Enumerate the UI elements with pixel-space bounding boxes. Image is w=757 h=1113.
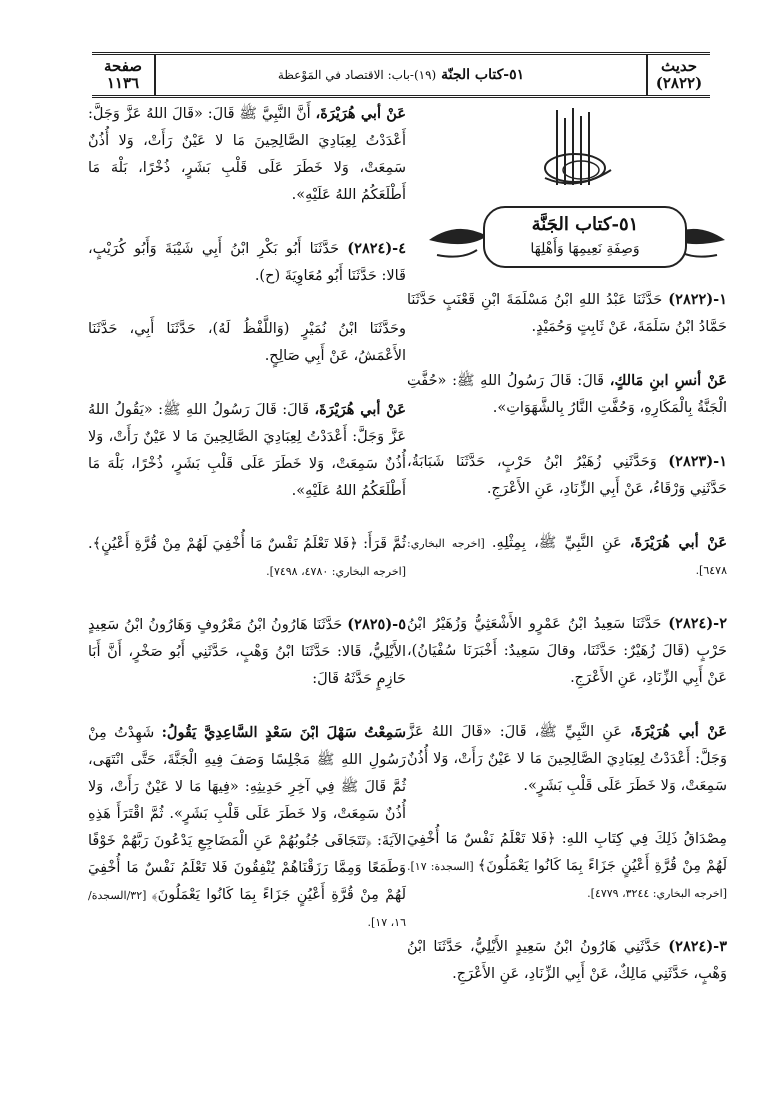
paragraph-text: عَنِ النَّبِيِّ ﷺ، بِمِثْلِهِ. xyxy=(491,535,630,551)
hadith-paragraph xyxy=(88,396,406,505)
narrator: عَنْ أبي هُرَيْرَةَ، xyxy=(629,534,727,551)
paragraph-text: حَدَّثَنِي هَارُونُ ابْنُ سَعِيدٍ الأَيْلِيُّ، حَدَّثَنَا ابْنُ وَهْبٍ، حَدَّثَنِي مَالِكٌ، عَنْ أَبِي الزِّنَادِ، عَنِ الأَعْرَجِ. xyxy=(407,939,727,982)
hadith-paragraph xyxy=(407,448,727,503)
paragraph-text: شَهِدْتُ مِنْ رَسُولِ اللهِ ﷺ مَجْلِسًا وَصَفَ فِيهِ الْجَنَّةَ، حَتَّى انْتَهَى، ثُمَّ قَالَ ﷺ فِي آخِرِ حَدِيثِهِ: «فِيهَا مَا لا عَيْنٌ رَأَتْ، وَلا أُذُنٌ سَمِعَتْ، وَلا خَطَرَ عَلَى قَلْبِ بَشَرٍ». ثُمَّ اقْتَرَأَ هَذِهِ الآيَةَ: ﴿تَتَجَافَى جُنُوبُهُمْ عَنِ الْمَضَاجِعِ يَدْعُونَ رَبَّهُمْ خَوْفًا وَطَمَعًا وَمِمَّا رَزَقْنَاهُمْ يُنْفِقُونَ فَلا تَعْلَمُ نَفْسٌ مَا أُخْفِيَ لَهُمْ مِنْ قُرَّةِ أَعْيُنٍ جَزَاءً بِمَا كَانُوا يَعْمَلُونَ﴾ xyxy=(88,725,406,903)
hadith-paragraph xyxy=(88,719,406,936)
narrator: سَمِعْتُ سَهْلَ ابْنَ سَعْدٍ السَّاعِدِيَّ يَقُولُ: xyxy=(161,724,406,741)
reference: [السجدة: ١٧]. [اخرجه البخاري: ٣٢٤٤، ٤٧٧٩]. xyxy=(407,860,727,900)
reference: [٣٢/السجدة/ ١٦، ١٧]. xyxy=(88,889,406,929)
hadith-num: ٣-(٢٨٢٤) xyxy=(668,938,727,955)
paragraph-text: حَدَّثَنَا أَبُو بَكْرِ ابْنُ أَبِي شَيْبَةَ وَأَبُو كُرَيْبٍ، قَالا: حَدَّثَنَا أَبُو مُعَاوِيَةَ (ح). xyxy=(88,241,406,284)
hadith-num: ١-(٢٨٢٢) xyxy=(668,291,727,308)
paragraph-text: حَدَّثَنَا عَبْدُ اللهِ ابْنُ مَسْلَمَةَ ابْنِ قَعْنَبٍ حَدَّثَنَا حَمَّادُ ابْنُ سَلَمَةَ، عَنْ ثَابِتٍ وَحُمَيْدٍ. xyxy=(407,292,727,335)
hadith-label: حديث xyxy=(660,57,698,75)
calligraphy-tughra-icon xyxy=(537,100,617,190)
paragraph-text: قَالَ: قَالَ رَسُولُ اللهِ ﷺ: «يَقُولُ اللهُ عَزَّ وَجَلَّ: أَعْدَدْتُ لِعِبَادِيَ الصَّالِحِينَ مَا لا عَيْنٌ رَأَتْ، وَلا أُذُنٌ سَمِعَتْ، وَلا خَطَرَ عَلَى قَلْبِ بَشَرٍ، ذُخْرًا، بَلْهَ مَا أَطْلَعَكُمُ اللهُ عَلَيْهِ». xyxy=(88,402,406,499)
narrator: عَنْ أبي هُرَيْرَةَ، xyxy=(314,401,406,418)
paragraph-text: حَدَّثَنَا سَعِيدُ ابْنُ عَمْرٍو الأَشْعَثِيُّ وَزُهَيْرُ ابْنُ حَرْبٍ (قَالَ زُهَيْرٌ: حَدَّثَنَا، وقالَ سَعِيدٌ: أَخْبَرَنَا سُفْيَانُ)، عَنْ أَبِي الزِّنَادِ، عَنِ الأَعْرَجِ. xyxy=(407,616,727,686)
book-title-box xyxy=(483,206,687,268)
basmala-tughra xyxy=(407,100,727,196)
running-title-sub: (١٩)-باب: الاقتصاد في المَوْعظة xyxy=(277,68,437,82)
hadith-paragraph xyxy=(407,933,727,988)
narrator: عَنْ أنسِ ابنِ مَالكٍ، xyxy=(609,372,727,389)
hadith-paragraph xyxy=(88,531,406,585)
page-number: ١١٣٦ xyxy=(106,74,140,92)
page-number-box xyxy=(92,55,156,95)
hadith-paragraph xyxy=(407,367,727,422)
left-column xyxy=(88,100,406,962)
paragraph-text: أَنَّ النَّبِيَّ ﷺ قَالَ: «قَالَ اللهُ عَزَّ وَجَلَّ: أَعْدَدْتُ لِعِبَادِيَ الصَّالِحِينَ مَا لا عَيْنٌ رَأَتْ، وَلا أُذُنٌ سَمِعَتْ، وَلا خَطَرَ عَلَى قَلْبِ بَشَرٍ، ذُخْرًا، بَلْهَ مَا أَطْلَعَكُمُ اللهُ عَلَيْهِ». xyxy=(88,106,406,203)
page-label: صفحة xyxy=(103,57,143,75)
book-title-ornament xyxy=(407,200,727,274)
hadith-paragraph xyxy=(88,235,406,290)
paragraph-text: ثُمَّ قَرَأَ: ﴿فَلا تَعْلَمُ نَفْسٌ مَا أُخْفِيَ لَهُمْ مِنْ قُرَّةِ أَعْيُنٍ﴾. xyxy=(88,536,406,552)
paragraph-text: حَدَّثَنَا هَارُونُ ابْنُ مَعْرُوفٍ وَهَارُونُ ابْنُ سَعِيدٍ الأَيْلِيُّ، قَالا: حَدَّثَنَا ابْنُ وَهْبٍ، حَدَّثَنِي أَبُو صَخْرٍ، أَنَّ أَبَا حَازِمٍ حَدَّثَهُ قَالَ: xyxy=(88,617,406,687)
hadith-paragraph xyxy=(88,316,406,370)
paragraph-text: قَالَ: قَالَ رَسُولُ اللهِ ﷺ: «حُفَّتِ الْجَنَّةُ بِالْمَكَارِهِ، وَحُفَّتِ النَّارُ بِالشَّهَوَاتِ». xyxy=(407,373,727,416)
paragraph-text: وحَدَّثَنَا ابْنُ نُمَيْرٍ (وَاللَّفْظُ لَهُ)، حَدَّثَنَا أَبِي، حَدَّثَنَا الأَعْمَشُ، عَنْ أَبِي صَالِحٍ. xyxy=(88,321,406,364)
hadith-num: ٢-(٢٨٢٤) xyxy=(668,615,727,632)
hadith-number-box xyxy=(646,55,710,95)
book-title-sub: وَصِفَةِ نَعِيمِهَا وَأَهْلِهَا xyxy=(530,241,640,257)
hadith-paragraph xyxy=(407,286,727,341)
hadith-paragraph xyxy=(407,529,727,584)
narrator: عَنْ أبي هُرَيْرَةَ، xyxy=(315,105,406,122)
hadith-paragraph xyxy=(88,100,406,209)
paragraph-text: وَحَدَّثَنِي زُهَيْرُ ابْنُ حَرْبٍ، حَدَّثَنَا شَبَابَةُ، حَدَّثَنِي وَرْقَاءُ، عَنْ أَبِي الزِّنَادِ، عَنِ الأَعْرَجِ. xyxy=(407,454,727,497)
hadith-paragraph xyxy=(407,610,727,692)
reference: [اخرجه البخاري: ٦٤٧٨]. xyxy=(407,537,727,577)
hadith-paragraph xyxy=(407,826,727,907)
narrator: عَنْ أبي هُرَيْرَةَ، xyxy=(630,723,727,740)
paragraph-text: عَنِ النَّبِيِّ ﷺ، قَالَ: «قَالَ اللهُ عَزَّ وَجَلَّ: أَعْدَدْتُ لِعِبَادِيَ الصَّالِحِينَ مَا لا عَيْنٌ رَأَتْ، وَلا أُذُنٌ سَمِعَتْ، وَلا خَطَرَ عَلَى قَلْبِ بَشَرٍ». xyxy=(407,724,727,794)
hadith-number: (٢٨٢٢) xyxy=(655,74,703,92)
right-column xyxy=(407,100,727,1014)
paragraph-text: مِصْدَاقُ ذَلِكَ فِي كِتَابِ اللهِ: ﴿فَلا تَعْلَمُ نَفْسٌ مَا أُخْفِيَ لَهُمْ مِنْ قُرَّةِ أَعْيُنٍ جَزَاءً بِمَا كَانُوا يَعْمَلُونَ﴾ xyxy=(407,831,727,874)
reference: [اخرجه البخاري: ٤٧٨٠، ٧٤٩٨]. xyxy=(266,565,406,578)
hadith-paragraph xyxy=(88,611,406,693)
hadith-num: ٤-(٢٨٢٤) xyxy=(347,240,406,257)
book-title-main: ٥١-كتاب الجَنَّة xyxy=(531,214,639,235)
page-header xyxy=(92,52,710,98)
hadith-paragraph xyxy=(407,718,727,800)
running-title-main: ٥١-كتاب الجنّة xyxy=(441,67,525,83)
hadith-num: ١-(٢٨٢٣) xyxy=(668,453,727,470)
hadith-num: ٥-(٢٨٢٥) xyxy=(347,616,406,633)
running-title xyxy=(156,67,646,83)
